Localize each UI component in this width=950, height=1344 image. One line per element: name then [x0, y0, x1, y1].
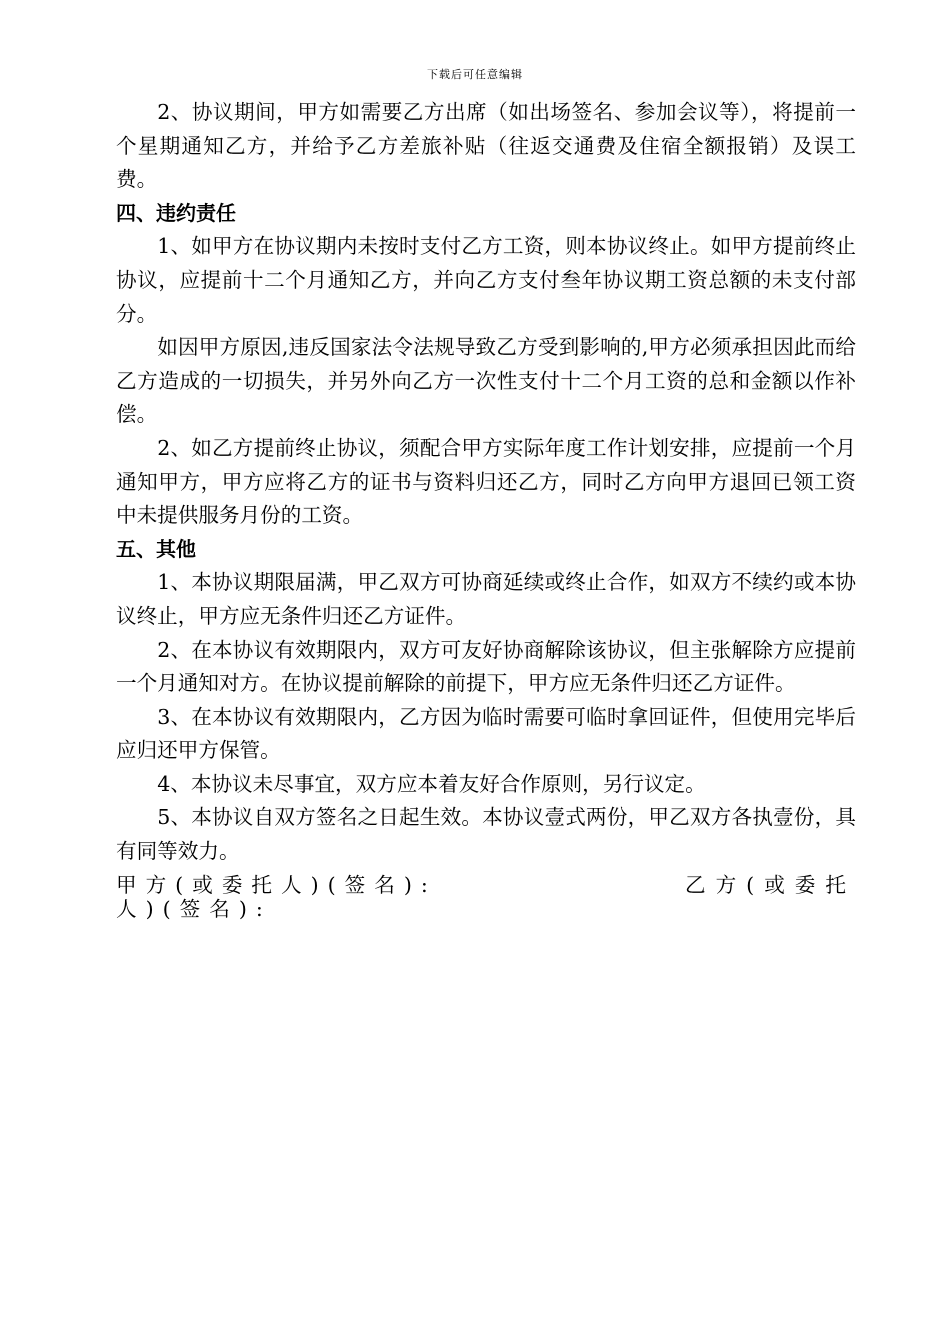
paragraph-other-3: 3、在本协议有效期限内，乙方因为临时需要可临时拿回证件，但使用完毕后应归还甲方保管。 — [116, 704, 856, 763]
paragraph-intro-2: 2、协议期间，甲方如需要乙方出席（如出场签名、参加会议等），将提前一个星期通知乙方，并给予乙方差旅补贴（往返交通费及住宿全额报销）及误工费。 — [116, 100, 856, 192]
paragraph-other-1: 1、本协议期限届满，甲乙双方可协商延续或终止合作，如双方不续约或本协议终止，甲方应无条件归还乙方证件。 — [116, 570, 856, 628]
paragraph-other-2: 2、在本协议有效期限内，双方可友好协商解除该协议，但主张解除方应提前一个月通知对方。在协议提前解除的前提下，甲方应无条件归还乙方证件。 — [116, 637, 856, 696]
paragraph-other-4: 4、本协议未尽事宜，双方应本着友好合作原则，另行议定。 — [157, 771, 706, 796]
page-header: 下载后可任意编辑 — [427, 68, 523, 81]
paragraph-breach-1b: 如因甲方原因,违反国家法令法规导致乙方受到影响的,甲方必须承担因此而给乙方造成的一切损失，并另外向乙方一次性支付十二个月工资的总和金额以作补偿。 — [116, 335, 856, 427]
party-a-signature-label: 甲方(或委托人)(签名): — [116, 872, 437, 897]
document-body — [116, 96, 856, 927]
signature-row — [116, 869, 856, 903]
section-heading-other: 五、其他 — [116, 536, 196, 561]
paragraph-breach-2: 2、如乙方提前终止协议，须配合甲方实际年度工作计划安排，应提前一个月通知甲方，甲方应将乙方的证书与资料归还乙方，同时乙方向甲方退回已领工资中未提供服务月份的工资。 — [116, 435, 856, 528]
paragraph-breach-1: 1、如甲方在协议期内未按时支付乙方工资，则本协议终止。如甲方提前终止协议，应提前十二个月通知乙方，并向乙方支付叁年协议期工资总额的未支付部分。 — [116, 234, 856, 326]
paragraph-other-5: 5、本协议自双方签名之日起生效。本协议壹式两份，甲乙双方各执壹份，具有同等效力。 — [116, 805, 856, 864]
party-b-signature-label-continued: 人)(签名): — [116, 897, 272, 922]
section-heading-breach: 四、违约责任 — [116, 200, 236, 225]
party-b-signature-label: 乙方(或委托 — [684, 872, 856, 897]
